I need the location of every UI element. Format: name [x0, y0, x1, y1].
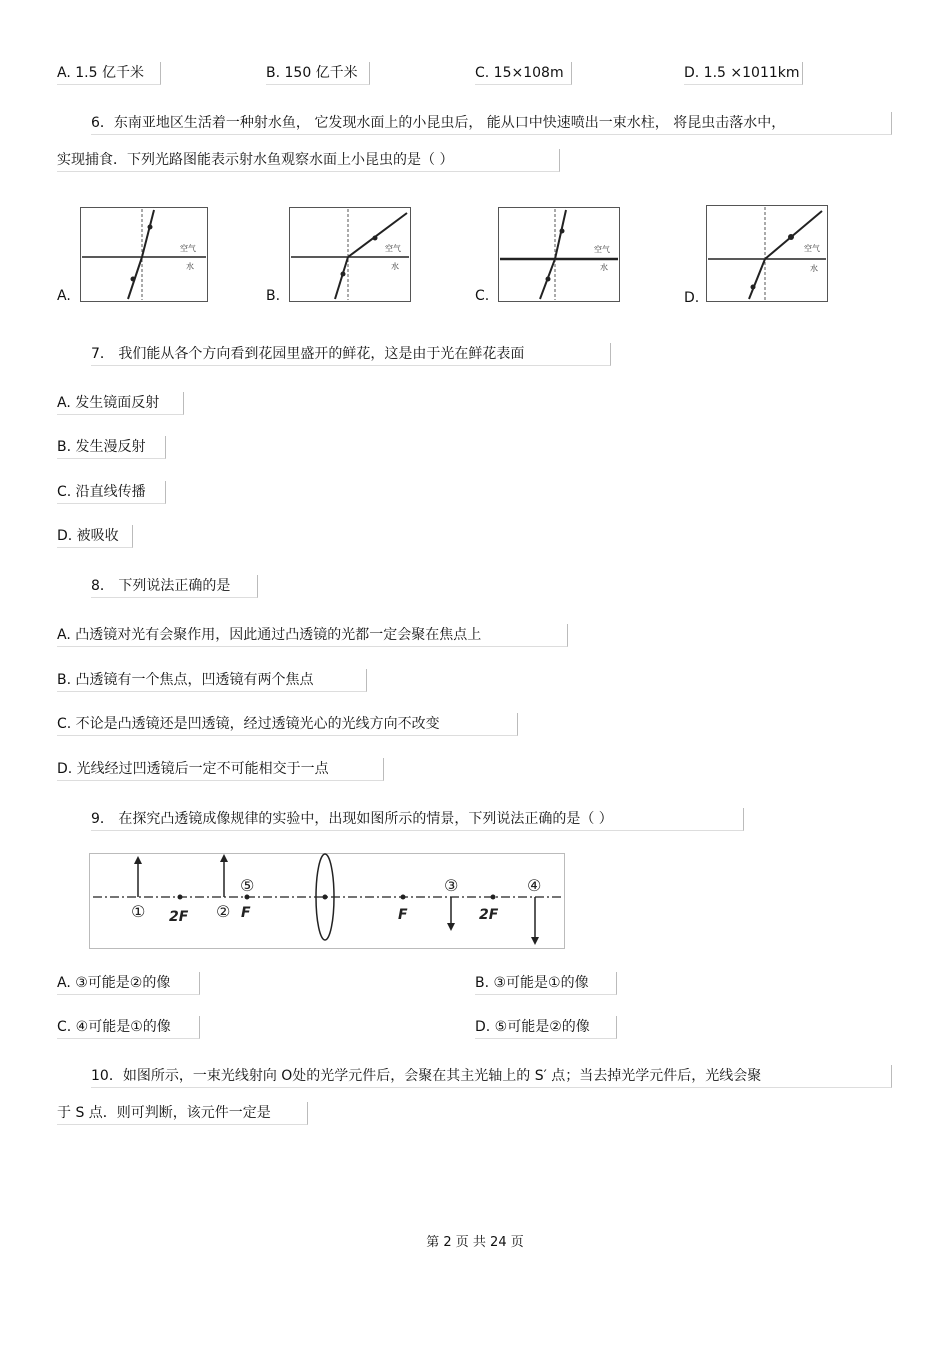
- q9-lens-figure: [89, 853, 565, 949]
- q7-option-c-box: [57, 481, 166, 504]
- q6-diagram-label-b: B.: [266, 288, 281, 304]
- q6-diagram-c: [498, 207, 620, 302]
- q9-label-5: ⑤: [240, 876, 255, 895]
- q6-diagram-d: [706, 205, 828, 302]
- q9-label-2: ②: [216, 902, 231, 921]
- q8-option-a: A. 凸透镜对光有会聚作用，因此通过凸透镜的光都一定会聚在焦点上: [57, 627, 482, 643]
- q5-option-a: A. 1.5 亿千米: [57, 65, 144, 81]
- q9-option-b-box: [475, 972, 617, 995]
- q6-a-air-label: 空气: [180, 244, 196, 253]
- q7-option-d: D. 被吸收: [57, 528, 119, 544]
- q8-option-d: D. 光线经过凹透镜后一定不可能相交于一点: [57, 761, 329, 777]
- q10-stem-line2-box: [57, 1102, 308, 1125]
- q8-option-a-box: [57, 624, 568, 647]
- q9-option-c: C. ④可能是①的像: [57, 1019, 171, 1035]
- q10-stem-line2: 于 S 点．则可判断，该元件一定是: [57, 1105, 271, 1121]
- q6-stem-line1: 6．东南亚地区生活着一种射水鱼， 它发现水面上的小昆虫后， 能从口中快速喷出一束水柱， 将昆虫击落水中，: [91, 115, 786, 131]
- q9-stem: 9． 在探究凸透镜成像规律的实验中，出现如图所示的情景，下列说法正确的是（ ）: [91, 811, 613, 827]
- q7-stem: 7． 我们能从各个方向看到花园里盛开的鲜花，这是由于光在鲜花表面: [91, 346, 525, 362]
- q6-c-air-label: 空气: [594, 245, 610, 254]
- q8-option-c-box: [57, 713, 518, 736]
- q5-option-d: D. 1.5 ×1011km: [684, 65, 800, 81]
- q5-option-c: C. 15×108m: [475, 65, 564, 81]
- q6-diagram-a: [80, 207, 208, 302]
- q5-option-a-box: [57, 62, 161, 85]
- q9-label-f-left: F: [241, 905, 251, 921]
- q5-option-b-box: [266, 62, 370, 85]
- q6-d-water-label: 水: [810, 264, 818, 273]
- q7-option-d-box: [57, 525, 133, 548]
- q8-stem-box: [91, 575, 258, 598]
- q9-label-3: ③: [444, 876, 459, 895]
- q6-stem-line2-box: [57, 149, 560, 172]
- q8-option-d-box: [57, 758, 384, 781]
- q9-option-a-box: [57, 972, 200, 995]
- q9-option-d-box: [475, 1016, 617, 1039]
- q7-option-b: B. 发生漫反射: [57, 439, 146, 455]
- q8-option-b-box: [57, 669, 367, 692]
- q9-label-4: ④: [527, 876, 542, 895]
- q7-option-c: C. 沿直线传播: [57, 484, 146, 500]
- q6-diagram-label-d: D.: [684, 290, 700, 306]
- q7-stem-box: [91, 343, 611, 366]
- q9-option-d: D. ⑤可能是②的像: [475, 1019, 590, 1035]
- q6-a-water-label: 水: [186, 262, 194, 271]
- q9-label-f-right: F: [398, 907, 408, 923]
- q7-option-a-box: [57, 392, 184, 415]
- page-footer: 第 2 页 共 24 页: [426, 1235, 524, 1250]
- q9-label-2f-right: 2F: [479, 907, 499, 923]
- q6-b-air-label: 空气: [385, 244, 401, 253]
- q7-option-a: A. 发生镜面反射: [57, 395, 160, 411]
- q6-diagram-b: [289, 207, 411, 302]
- q6-d-air-label: 空气: [804, 244, 820, 253]
- q8-stem: 8． 下列说法正确的是: [91, 578, 231, 594]
- q6-c-water-label: 水: [600, 263, 608, 272]
- q9-label-2f-left: 2F: [169, 909, 189, 925]
- q6-diagram-label-c: C.: [475, 288, 490, 304]
- q6-diagram-label-a: A.: [57, 288, 71, 304]
- q8-option-b: B. 凸透镜有一个焦点，凹透镜有两个焦点: [57, 672, 314, 688]
- q9-option-c-box: [57, 1016, 200, 1039]
- q6-b-water-label: 水: [391, 262, 399, 271]
- q10-stem-line1: 10．如图所示，一束光线射向 O处的光学元件后，会聚在其主光轴上的 S′ 点；当去掉光学元件后，光线会聚: [91, 1068, 762, 1084]
- q9-option-b: B. ③可能是①的像: [475, 975, 589, 991]
- q6-stem-line2: 实现捕食．下列光路图能表示射水鱼观察水面上小昆虫的是（ ）: [57, 152, 454, 168]
- q8-option-c: C. 不论是凸透镜还是凹透镜，经过透镜光心的光线方向不改变: [57, 716, 440, 732]
- q5-option-d-box: [684, 62, 803, 85]
- q9-label-1: ①: [131, 902, 146, 921]
- q9-stem-box: [91, 808, 744, 831]
- q10-stem-line1-box: [91, 1065, 892, 1088]
- q5-option-c-box: [475, 62, 572, 85]
- q7-option-b-box: [57, 436, 166, 459]
- q6-stem-line1-box: [91, 112, 892, 135]
- q9-option-a: A. ③可能是②的像: [57, 975, 171, 991]
- q5-option-b: B. 150 亿千米: [266, 65, 358, 81]
